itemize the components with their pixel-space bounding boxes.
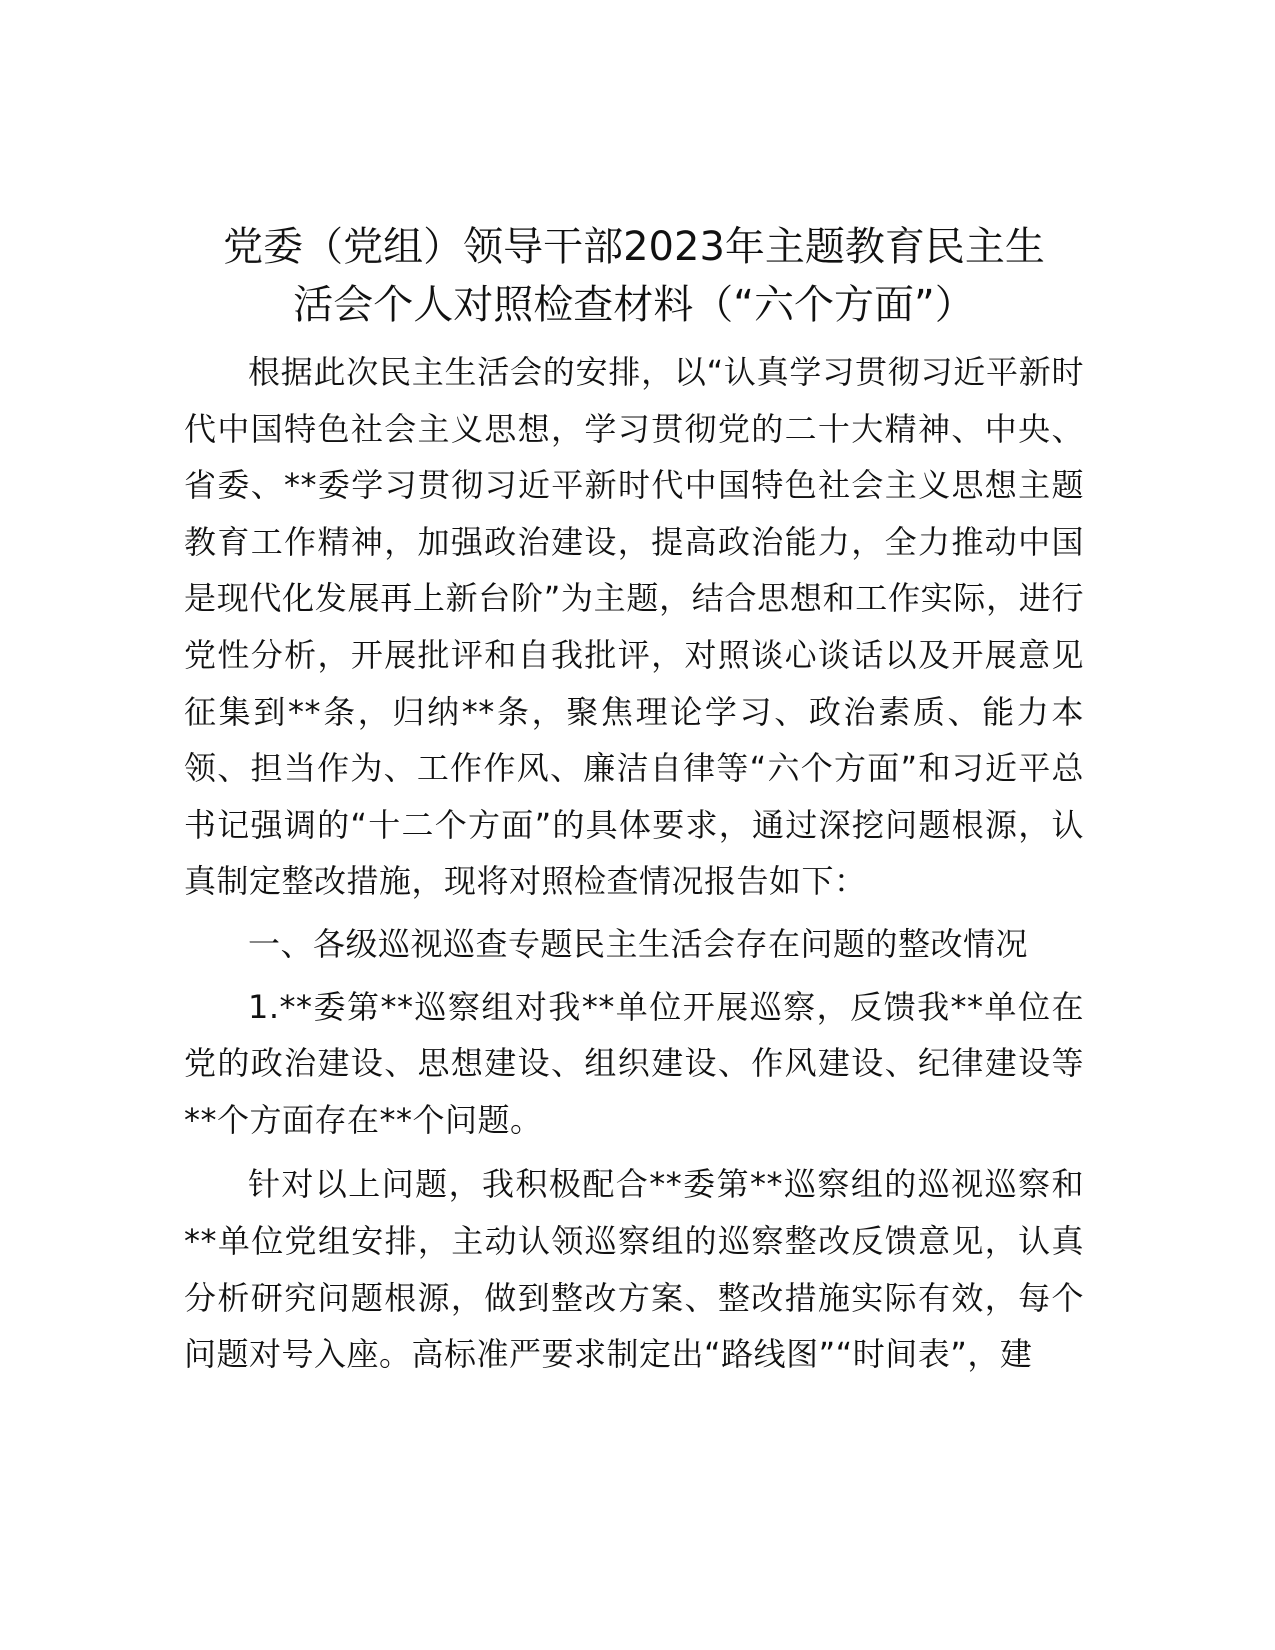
section-heading-1: 一、各级巡视巡查专题民主生活会存在问题的整改情况 (248, 924, 1029, 963)
title-line-1: 党委（党组）领导干部2023年主题教育民主生 (223, 224, 1045, 270)
intro-paragraph: 根据此次民主生活会的安排，以“认真学习贯彻习近平新时代中国特色社会主义思想，学习贯彻党的二十大精神、中央、省委、**委学习贯彻习近平新时代中国特色社会主义思想主题教育工作精神，加强政治建设，提高政治能力，全力推动中国是现代化发展再上新台阶”为主题，结合思想和工作实际，进行党性分析，开展批评和自我批评，对照谈心谈话以及开展意见征集到**条，归纳**条，聚焦理论学习、政治素质、能力本领、担当作为、工作作风、廉洁自律等“六个方面”和习近平总书记强调的“十二个方面”的具体要求，通过深挖问题根源，认真制定整改措施，现将对照检查情况报告如下： (184, 353, 1084, 901)
document-body (184, 218, 1084, 1383)
response-paragraph: 针对以上问题，我积极配合**委第**巡察组的巡视巡察和**单位党组安排，主动认领巡察组的巡察整改反馈意见，认真分析研究问题根源，做到整改方案、整改措施实际有效，每个问题对号入座。高标准严要求制定出“路线图”“时间表”，建 (184, 1165, 1084, 1374)
item-paragraph-1: 1.**委第**巡察组对我**单位开展巡察，反馈我**单位在党的政治建设、思想建设、组织建设、作风建设、纪律建设等**个方面存在**个问题。 (184, 987, 1084, 1139)
title-line-2: 活会个人对照检查材料（“六个方面”） (293, 282, 975, 328)
document-title (184, 218, 1084, 334)
